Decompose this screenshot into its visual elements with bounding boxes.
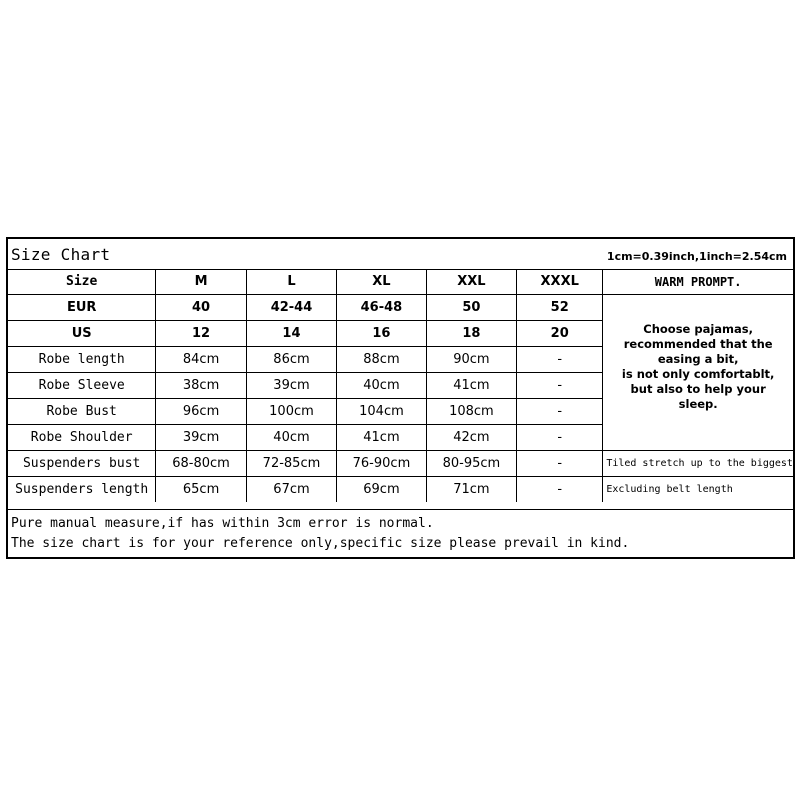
size-xxxl-header: XXXL: [517, 269, 603, 295]
table-cell: -: [517, 347, 603, 373]
table-cell: -: [517, 451, 603, 477]
size-xxl-header: XXL: [426, 269, 516, 295]
row-note: Tiled stretch up to the biggest: [603, 451, 793, 477]
table-cell: 41cm: [337, 425, 427, 451]
table-cell: 104cm: [337, 399, 427, 425]
table-cell: 65cm: [156, 477, 246, 503]
table-cell: 84cm: [156, 347, 246, 373]
table-cell: 76-90cm: [337, 451, 427, 477]
row-label: Suspenders bust: [8, 451, 156, 477]
table-cell: 68-80cm: [156, 451, 246, 477]
table-cell: 69cm: [337, 477, 427, 503]
table-cell: 46-48: [337, 295, 427, 321]
table-cell: 40cm: [337, 373, 427, 399]
table-cell: 41cm: [426, 373, 516, 399]
row-label: Robe Bust: [8, 399, 156, 425]
size-chart: [6, 237, 795, 559]
table-row: [8, 451, 793, 477]
prompt-line: easing a bit,: [657, 352, 739, 366]
warm-prompt-text: [603, 295, 793, 451]
table-cell: 20: [517, 321, 603, 347]
footer-notes: [8, 509, 793, 558]
table-cell: 12: [156, 321, 246, 347]
row-label: US: [8, 321, 156, 347]
table-cell: 108cm: [426, 399, 516, 425]
footer-note-reference: The size chart is for your reference only,specific size please prevail in kind.: [11, 536, 630, 551]
row-label: EUR: [8, 295, 156, 321]
table-cell: 52: [517, 295, 603, 321]
table-cell: 88cm: [337, 347, 427, 373]
table-cell: -: [517, 425, 603, 451]
row-label: Robe length: [8, 347, 156, 373]
table-cell: 86cm: [246, 347, 336, 373]
table-cell: 80-95cm: [426, 451, 516, 477]
header-row: [8, 269, 793, 295]
row-label: Suspenders length: [8, 477, 156, 503]
size-l-header: L: [246, 269, 336, 295]
table-cell: 42cm: [426, 425, 516, 451]
table-cell: 96cm: [156, 399, 246, 425]
table-cell: -: [517, 477, 603, 503]
size-m-header: M: [156, 269, 246, 295]
table-cell: 40: [156, 295, 246, 321]
prompt-line: but also to help your: [630, 382, 766, 396]
table-cell: 42-44: [246, 295, 336, 321]
table-cell: 40cm: [246, 425, 336, 451]
size-table: [8, 269, 793, 502]
table-cell: 38cm: [156, 373, 246, 399]
footer-note-error: Pure manual measure,if has within 3cm error is normal.: [11, 516, 434, 531]
warm-prompt-header: WARM PROMPT.: [603, 269, 793, 295]
table-row: [8, 295, 793, 321]
table-cell: -: [517, 399, 603, 425]
table-cell: 72-85cm: [246, 451, 336, 477]
prompt-line: Choose pajamas,: [643, 322, 754, 336]
chart-title: Size Chart: [11, 245, 111, 264]
size-xl-header: XL: [337, 269, 427, 295]
table-cell: 16: [337, 321, 427, 347]
prompt-line: recommended that the: [623, 337, 773, 351]
prompt-line: is not only comfortablt,: [621, 367, 775, 381]
row-note: Excluding belt length: [603, 477, 793, 503]
table-cell: 71cm: [426, 477, 516, 503]
table-cell: 39cm: [156, 425, 246, 451]
table-cell: 100cm: [246, 399, 336, 425]
unit-conversion: 1cm=0.39inch,1inch=2.54cm: [606, 250, 787, 263]
title-row: [8, 239, 793, 270]
table-cell: 14: [246, 321, 336, 347]
row-label: Robe Sleeve: [8, 373, 156, 399]
row-label: Robe Shoulder: [8, 425, 156, 451]
table-cell: 18: [426, 321, 516, 347]
table-cell: 67cm: [246, 477, 336, 503]
table-cell: -: [517, 373, 603, 399]
table-cell: 50: [426, 295, 516, 321]
table-row: [8, 477, 793, 503]
table-cell: 90cm: [426, 347, 516, 373]
size-header: Size: [8, 269, 156, 295]
table-cell: 39cm: [246, 373, 336, 399]
prompt-line: sleep.: [678, 397, 718, 411]
